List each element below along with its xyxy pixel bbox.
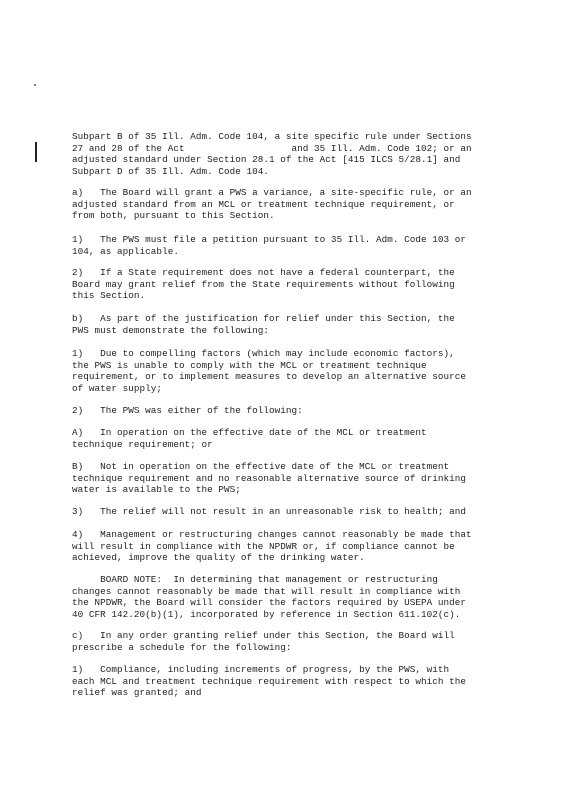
text-line: Subpart D of 35 Ill. Adm. Code 104. bbox=[72, 165, 270, 177]
text-line: technique requirement; or bbox=[72, 438, 213, 450]
text-line: 40 CFR 142.20(b)(1), incorporated by reference in Section 611.102(c). bbox=[72, 608, 461, 620]
text-line: 1) Due to compelling factors (which may include economic factors), bbox=[72, 348, 455, 359]
text-line: A) In operation on the effective date of the MCL or treatment bbox=[72, 427, 427, 438]
text-line: prescribe a schedule for the following: bbox=[72, 641, 292, 653]
text-line: b) As part of the justification for relief under this Section, the bbox=[72, 313, 455, 324]
paragraph-a1 bbox=[72, 234, 502, 257]
text-line: will result in compliance with the NPDWR or, if compliance cannot be bbox=[72, 540, 455, 552]
text-line: c) In any order granting relief under this Section, the Board will bbox=[72, 630, 455, 641]
text-line: adjusted standard from an MCL or treatment technique requirement, or bbox=[72, 198, 455, 210]
text-line: requirement, or to implement measures to develop an alternative source bbox=[72, 371, 467, 383]
paragraph-b2 bbox=[72, 405, 502, 417]
paragraph-intro bbox=[72, 131, 502, 177]
text-line: the PWS is unable to comply with the MCL or treatment technique bbox=[72, 359, 427, 371]
paragraph-c bbox=[72, 630, 502, 653]
text-line: B) Not in operation on the effective date of the MCL or treatment bbox=[72, 461, 450, 472]
paragraph-b3 bbox=[72, 506, 502, 518]
paragraph-b2A bbox=[72, 427, 502, 450]
text-line: a) The Board will grant a PWS a variance, a site-specific rule, or an bbox=[72, 187, 472, 198]
paragraph-c1 bbox=[72, 664, 502, 699]
text-line: Subpart B of 35 Ill. Adm. Code 104, a site specific rule under Sections bbox=[72, 131, 472, 142]
text-line: each MCL and treatment technique requirement with respect to which the bbox=[72, 675, 467, 687]
text-line: 2) The PWS was either of the following: bbox=[72, 405, 303, 416]
text-line: water is available to the PWS; bbox=[72, 484, 241, 496]
text-line: the NPDWR, the Board will consider the factors required by USEPA under bbox=[72, 597, 467, 609]
text-line: 27 and 28 of the Act and 35 Ill. Adm. Code 102; or an bbox=[72, 142, 472, 154]
text-line: from both, pursuant to this Section. bbox=[72, 210, 275, 222]
paragraph-b bbox=[72, 313, 502, 336]
paragraph-b2B bbox=[72, 461, 502, 496]
text-line: 1) Compliance, including increments of progress, by the PWS, with bbox=[72, 664, 450, 675]
text-line: 104, as applicable. bbox=[72, 245, 179, 257]
text-line: adjusted standard under Section 28.1 of the Act [415 ILCS 5/28.1] and bbox=[72, 154, 461, 166]
text-line: Board may grant relief from the State requirements without following bbox=[72, 278, 455, 290]
paragraph-note bbox=[72, 574, 502, 620]
text-line: 1) The PWS must file a petition pursuant to 35 Ill. Adm. Code 103 or bbox=[72, 234, 467, 245]
text-line: 3) The relief will not result in an unreasonable risk to health; and bbox=[72, 506, 467, 517]
paragraph-b4 bbox=[72, 529, 502, 564]
text-line: technique requirement and no reasonable alternative source of drinking bbox=[72, 472, 467, 484]
paragraph-a bbox=[72, 187, 502, 222]
text-line: of water supply; bbox=[72, 382, 163, 394]
text-line: achieved, improve the quality of the drinking water. bbox=[72, 552, 365, 564]
paragraph-b1 bbox=[72, 348, 502, 394]
text-line: BOARD NOTE: In determining that management or restructuring bbox=[72, 574, 438, 585]
scan-speck bbox=[34, 84, 36, 86]
text-line: changes cannot reasonably be made that will result in compliance with bbox=[72, 585, 461, 597]
text-line: PWS must demonstrate the following: bbox=[72, 324, 270, 336]
text-line: 2) If a State requirement does not have a federal counterpart, the bbox=[72, 267, 455, 278]
revision-bar bbox=[35, 142, 37, 162]
paragraph-a2 bbox=[72, 267, 502, 302]
text-line: this Section. bbox=[72, 290, 146, 302]
text-line: relief was granted; and bbox=[72, 687, 202, 699]
text-line: 4) Management or restructuring changes cannot reasonably be made that bbox=[72, 529, 472, 540]
